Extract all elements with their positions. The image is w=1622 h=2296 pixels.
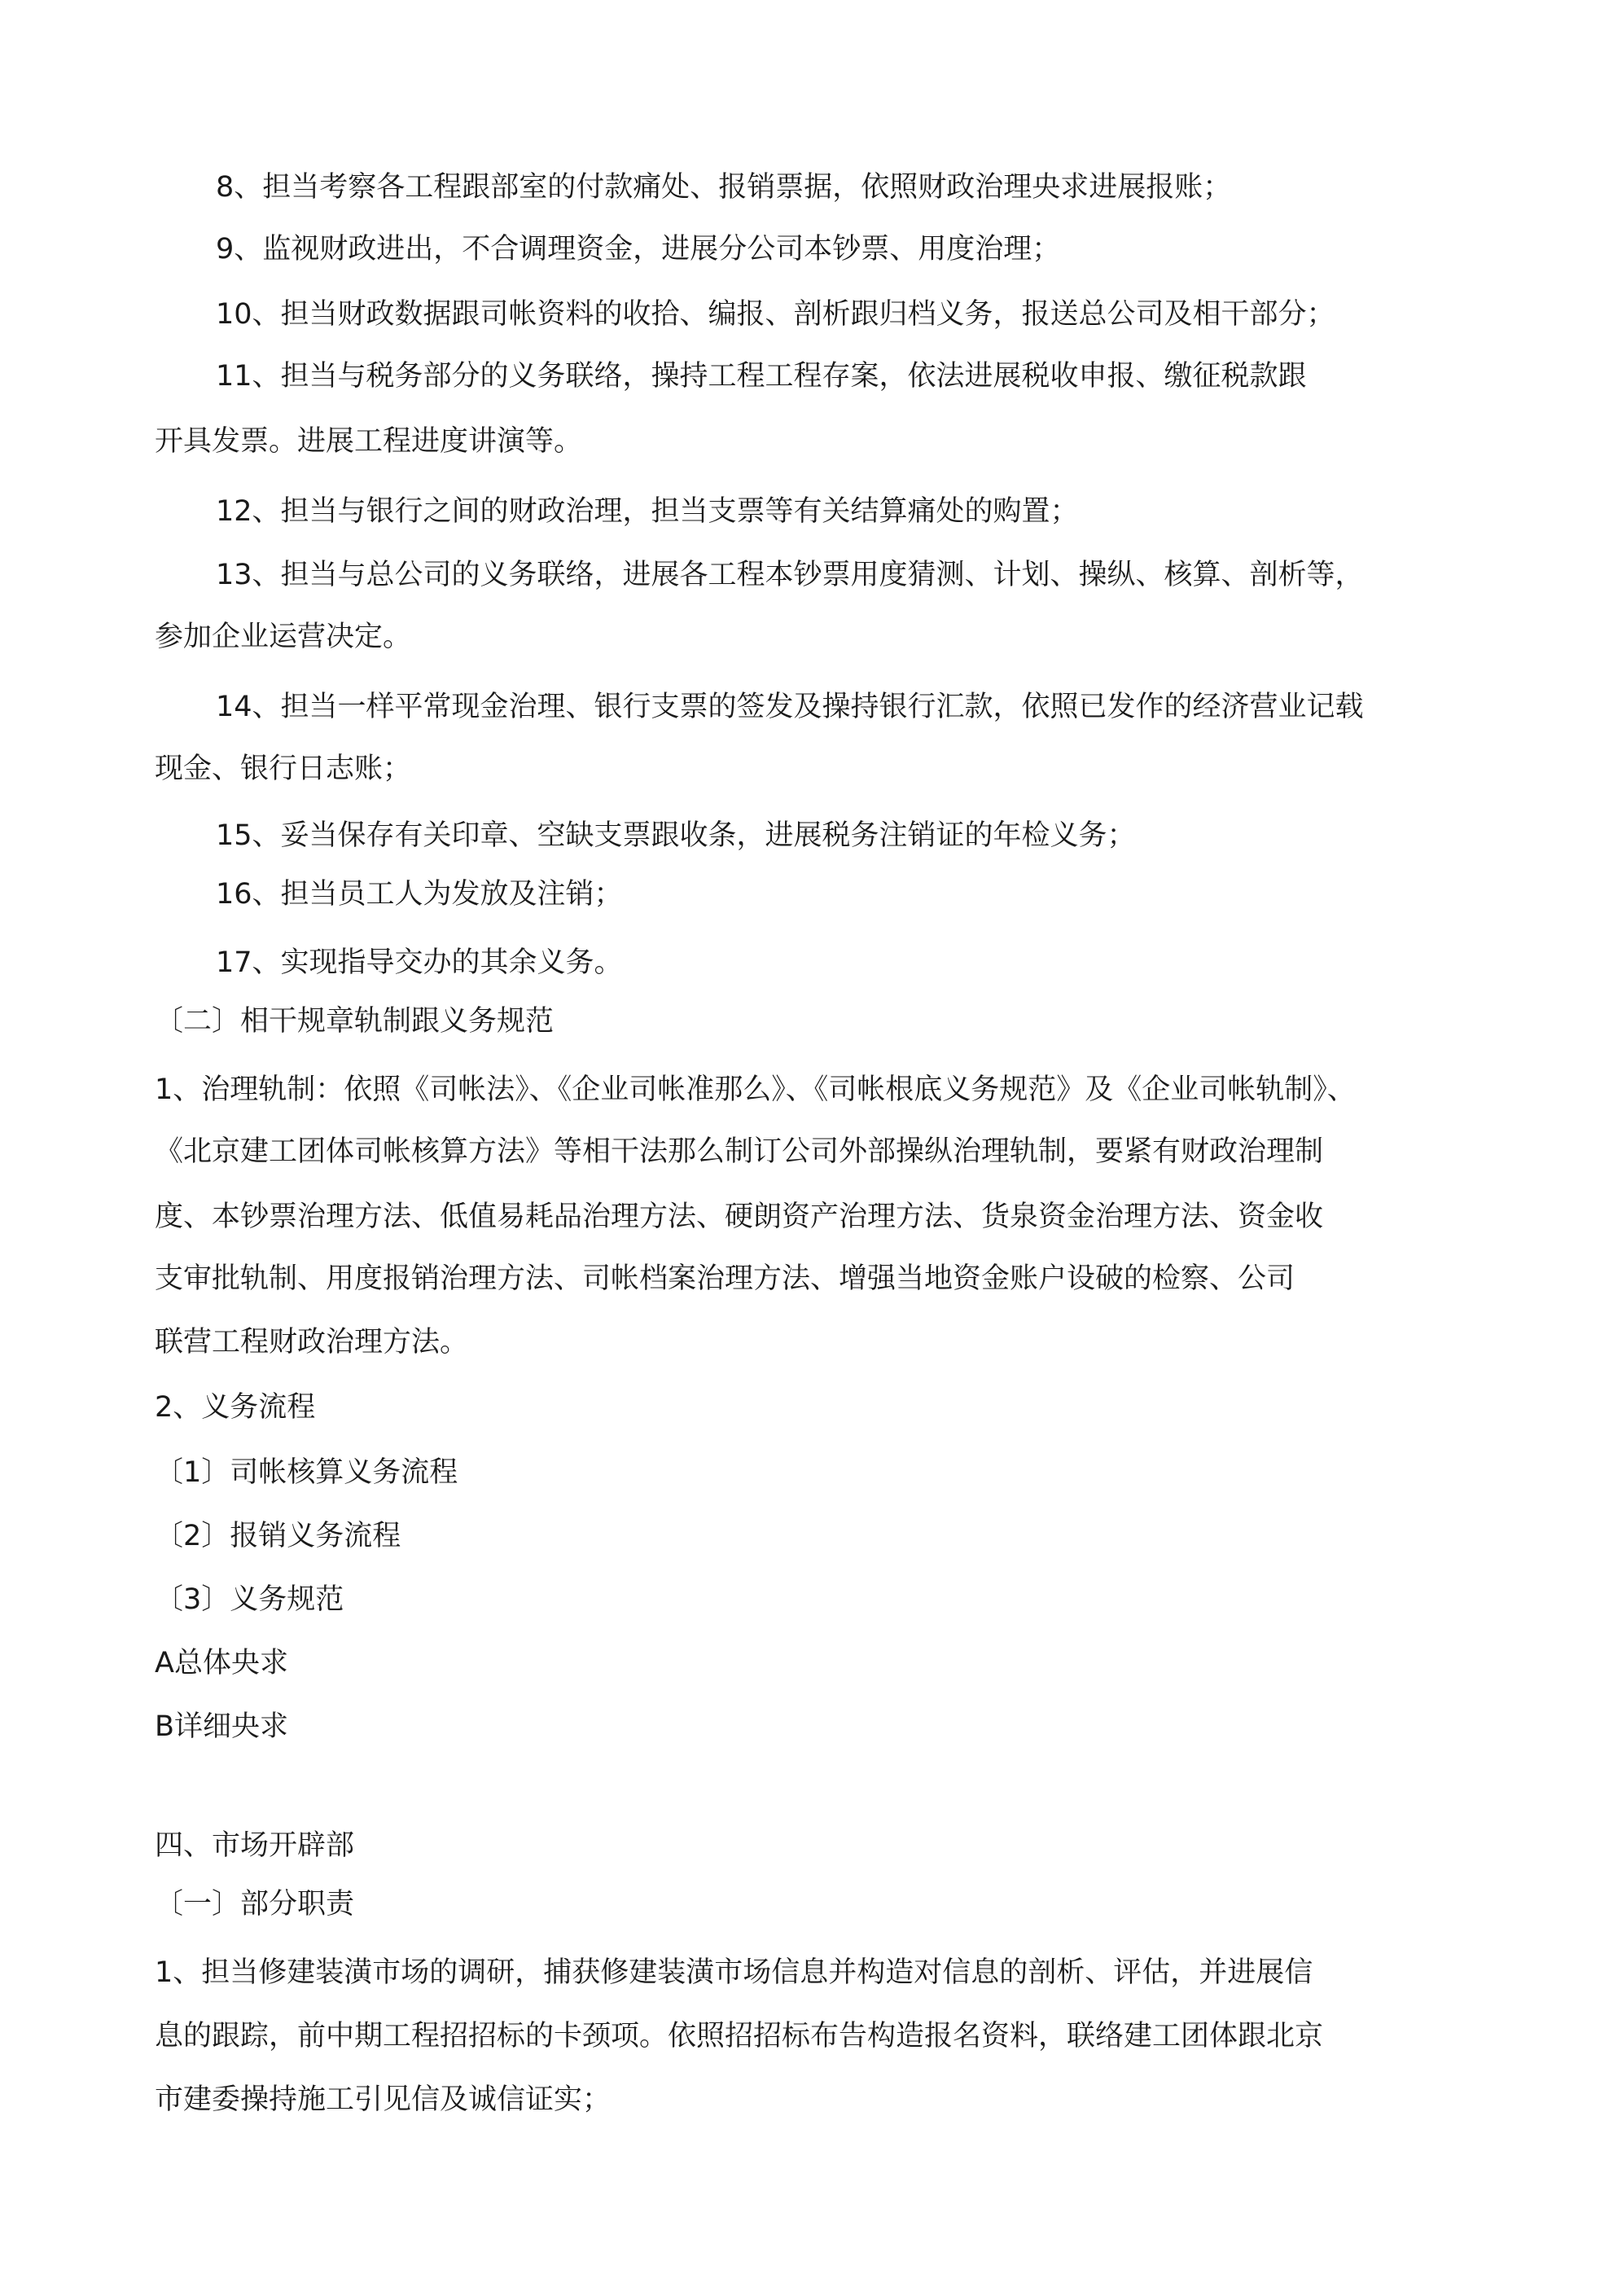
workflow-item-3: 〔3〕义务规范 (155, 1583, 344, 1616)
duty-item-10: 10、担当财政数据跟司帐资料的收拾、编报、剖析跟归档义务，报送总公司及相干部分； (216, 298, 1335, 331)
rules-line-1: 1、治理轨制：依照《司帐法》、《企业司帐准那么》、《司帐根底义务规范》及《企业司帐轨制》、 (155, 1073, 1356, 1106)
duty-item-8: 8、担当考察各工程跟部室的付款痛处、报销票据，依照财政治理央求进展报账； (216, 171, 1232, 204)
duty-item-14: 14、担当一样平常现金治理、银行支票的签发及操持银行汇款，依照已发作的经济营业记载 (216, 691, 1364, 723)
workflow-item-1: 〔1〕司帐核算义务流程 (155, 1456, 458, 1489)
market-line-3: 市建委操持施工引见信及诚信证实； (155, 2083, 612, 2116)
duty-item-14-cont: 现金、银行日志账； (155, 753, 412, 785)
duty-item-11: 11、担当与税务部分的义务联络，操持工程工程存案，依法进展税收申报、缴征税款跟 (216, 360, 1307, 393)
rules-line-3: 度、本钞票治理方法、低值易耗品治理方法、硬朗资产治理方法、货泉资金治理方法、资金收 (155, 1201, 1324, 1233)
requirement-a: A总体央求 (155, 1647, 288, 1679)
section-heading-rules: 〔二〕相干规章轨制跟义务规范 (155, 1005, 555, 1038)
market-line-2: 息的跟踪，前中期工程招招标的卡颈项。依照招招标布告构造报名资料，联络建工团体跟北京 (155, 2020, 1324, 2052)
duty-item-17: 17、实现指导交办的其余义务。 (216, 946, 623, 979)
section-heading-market: 四、市场开辟部 (155, 1829, 355, 1862)
workflow-item-2: 〔2〕报销义务流程 (155, 1520, 401, 1552)
duty-item-9: 9、监视财政进出，不合调理资金，进展分公司本钞票、用度治理； (216, 233, 1061, 266)
workflow-heading: 2、义务流程 (155, 1391, 316, 1424)
duty-item-13: 13、担当与总公司的义务联络，进展各工程本钞票用度猜测、计划、操纵、核算、剖析等， (216, 559, 1364, 591)
rules-line-4: 支审批轨制、用度报销治理方法、司帐档案治理方法、增强当地资金账户设破的检察、公司 (155, 1262, 1295, 1295)
subsection-heading-duties: 〔一〕部分职责 (155, 1888, 355, 1921)
duty-item-13-cont: 参加企业运营决定。 (155, 621, 412, 653)
rules-line-2: 《北京建工团体司帐核算方法》等相干法那么制订公司外部操纵治理轨制，要紧有财政治理制 (155, 1135, 1324, 1168)
duty-item-12: 12、担当与银行之间的财政治理，担当支票等有关结算痛处的购置； (216, 495, 1079, 528)
duty-item-16: 16、担当员工人为发放及注销； (216, 878, 623, 911)
requirement-b: B详细央求 (155, 1710, 289, 1743)
market-line-1: 1、担当修建装潢市场的调研，捕获修建装潢市场信息并构造对信息的剖析、评估，并进展信 (155, 1956, 1313, 1989)
duty-item-15: 15、妥当保存有关印章、空缺支票跟收条，进展税务注销证的年检义务； (216, 819, 1136, 852)
duty-item-11-cont: 开具发票。进展工程进度讲演等。 (155, 425, 583, 458)
rules-line-5: 联营工程财政治理方法。 (155, 1326, 469, 1359)
